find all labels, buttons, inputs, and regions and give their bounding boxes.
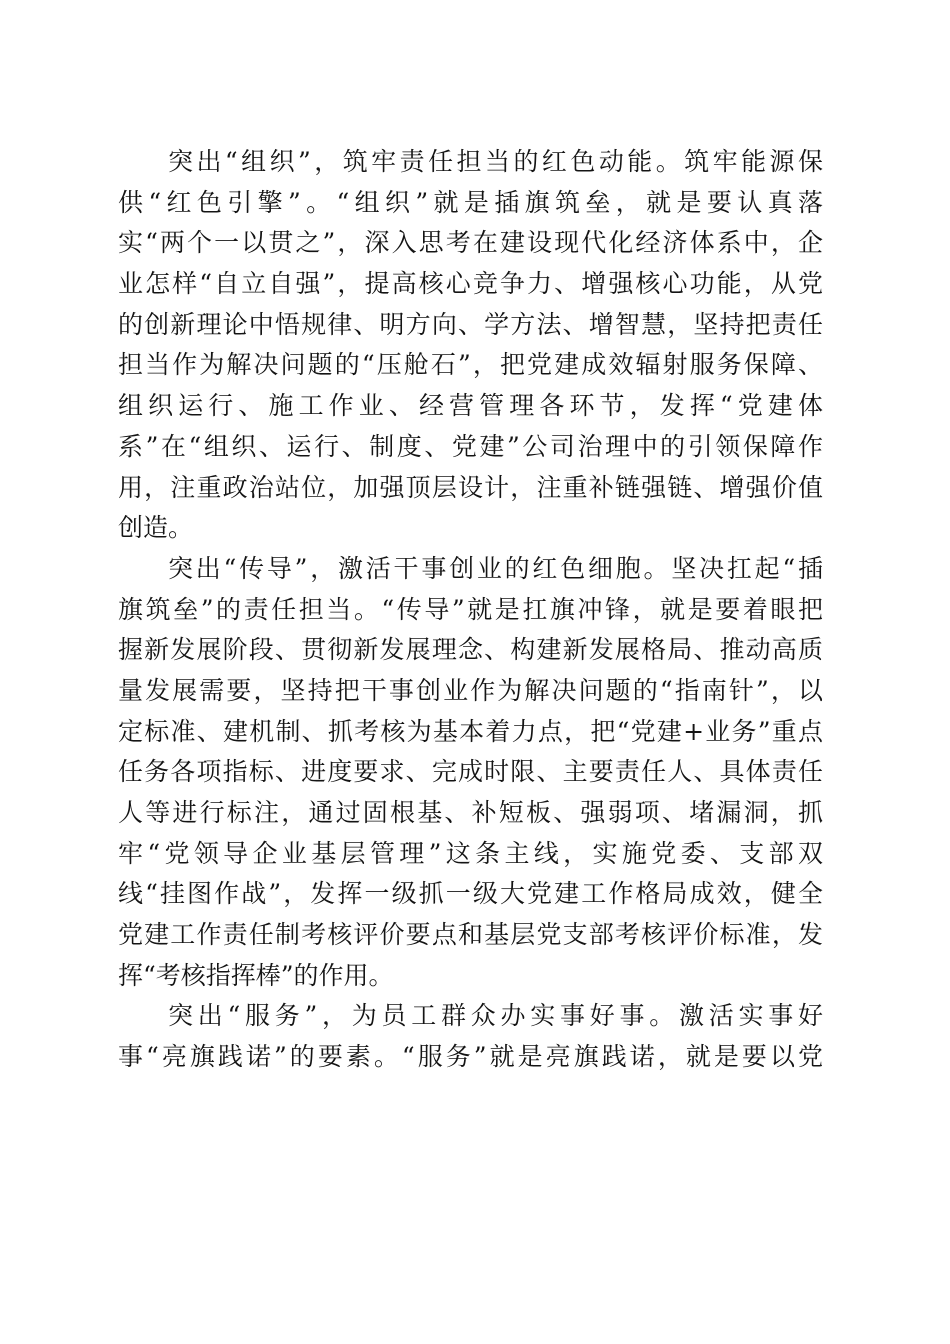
document-body (118, 142, 823, 1078)
text-line: 创造。 (118, 513, 194, 543)
text-line: 党建工作责任制考核评价要点和基层党支部考核评价标准，发 (118, 920, 823, 950)
text-line: 旗筑垒”的责任担当。“传导”就是扛旗冲锋，就是要着眼把 (118, 594, 823, 624)
paragraph-service (118, 996, 823, 1077)
text-line: 人等进行标注，通过固根基、补短板、强弱项、堵漏洞，抓 (118, 798, 823, 827)
text-line: 定标准、建机制、抓考核为基本着力点，把“党建+业务”重点 (118, 716, 823, 746)
text-line: 量发展需要，坚持把干事创业作为解决问题的“指南针”，以 (118, 675, 823, 705)
text-line: 实“两个一以贯之”，深入思考在建设现代化经济体系中，企 (118, 228, 823, 258)
paragraph-organization (118, 142, 823, 549)
text-line: 组织运行、施工作业、经营管理各环节，发挥“党建体 (118, 391, 823, 421)
text-line: 牢“党领导企业基层管理”这条主线，实施党委、支部双 (118, 838, 823, 868)
text-line: 事“亮旗践诺”的要素。“服务”就是亮旗践诺，就是要以党 (118, 1042, 823, 1072)
text-line: 用，注重政治站位，加强顶层设计，注重补链强链、增强价值 (118, 472, 823, 502)
text-line: 突出“服务”，为员工群众办实事好事。激活实事好 (168, 1001, 823, 1031)
text-line: 供“红色引擎”。“组织”就是插旗筑垒，就是要认真落 (118, 187, 823, 217)
text-line: 突出“组织”，筑牢责任担当的红色动能。筑牢能源保 (168, 147, 823, 176)
text-line: 担当作为解决问题的“压舱石”，把党建成效辐射服务保障、 (118, 350, 823, 380)
text-line: 任务各项指标、进度要求、完成时限、主要责任人、具体责任 (118, 757, 823, 787)
text-line: 握新发展阶段、贯彻新发展理念、构建新发展格局、推动高质 (118, 635, 823, 665)
text-line: 挥“考核指挥棒”的作用。 (118, 960, 394, 990)
text-line: 业怎样“自立自强”，提高核心竞争力、增强核心功能，从党 (118, 269, 823, 299)
text-line: 线“挂图作战”，发挥一级抓一级大党建工作格局成效，健全 (118, 879, 823, 909)
paragraph-transmission (118, 549, 823, 997)
text-line: 系”在“组织、运行、制度、党建”公司治理中的引领保障作 (118, 431, 823, 461)
text-line: 的创新理论中悟规律、明方向、学方法、增智慧，坚持把责任 (118, 309, 823, 339)
text-line: 突出“传导”，激活干事创业的红色细胞。坚决扛起“插 (168, 553, 823, 583)
